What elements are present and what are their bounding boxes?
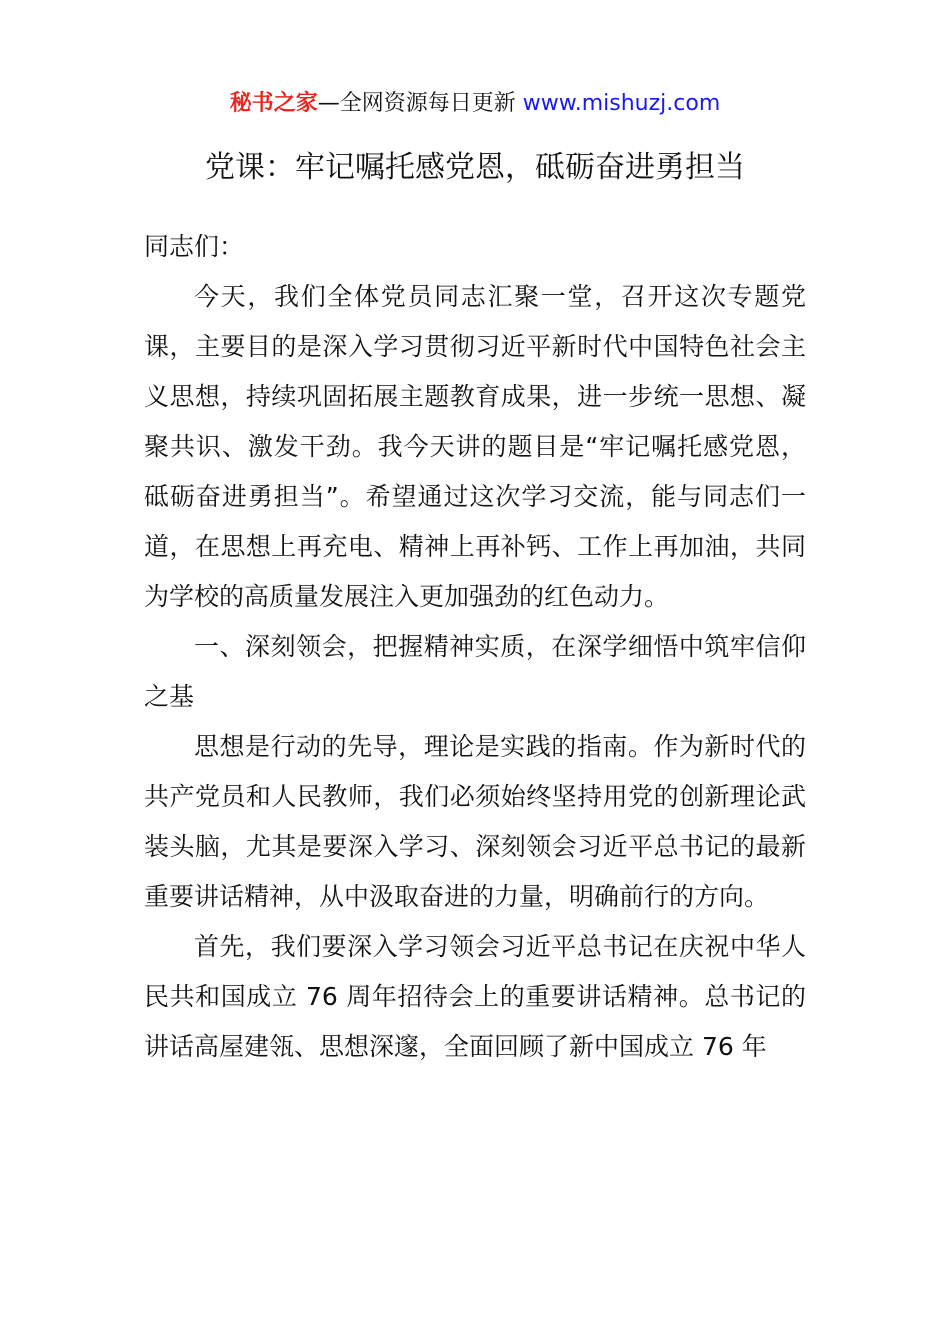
document-title: 党课：牢记嘱托感党恩，砥砺奋进勇担当 bbox=[205, 150, 745, 185]
paragraph: 首先，我们要深入学习领会习近平总书记在庆祝中华人民共和国成立 76 周年招待会上的重要讲话精神。总书记的讲话高屋建瓴、思想深邃，全面回顾了新中国成立 76 年 bbox=[144, 932, 806, 1061]
section-heading: 一、深刻领会，把握精神实质，在深学细悟中筑牢信仰之基 bbox=[144, 632, 806, 711]
site-url-link[interactable]: www.mishuzj.com bbox=[522, 91, 721, 116]
header-tagline: —全网资源每日更新 bbox=[317, 91, 523, 116]
site-header bbox=[0, 88, 950, 120]
paragraph: 今天，我们全体党员同志汇聚一堂，召开这次专题党课，主要目的是深入学习贯彻习近平新时代中国特色社会主义思想，持续巩固拓展主题教育成果，进一步统一思想、凝聚共识、激发干劲。我今天讲的题目是“牢记嘱托感党恩，砥砺奋进勇担当”。希望通过这次学习交流，能与同志们一道，在思想上再充电、精神上再补钙、工作上再加油，共同为学校的高质量发展注入更加强劲的红色动力。 bbox=[144, 282, 806, 611]
document-body bbox=[144, 222, 806, 1072]
brand-name: 秘书之家 bbox=[229, 91, 318, 116]
salutation: 同志们： bbox=[144, 232, 245, 261]
paragraph: 思想是行动的先导，理论是实践的指南。作为新时代的共产党员和人民教师，我们必须始终坚持用党的创新理论武装头脑，尤其是要深入学习、深刻领会习近平总书记的最新重要讲话精神，从中汲取奋进的力量，明确前行的方向。 bbox=[144, 732, 806, 911]
